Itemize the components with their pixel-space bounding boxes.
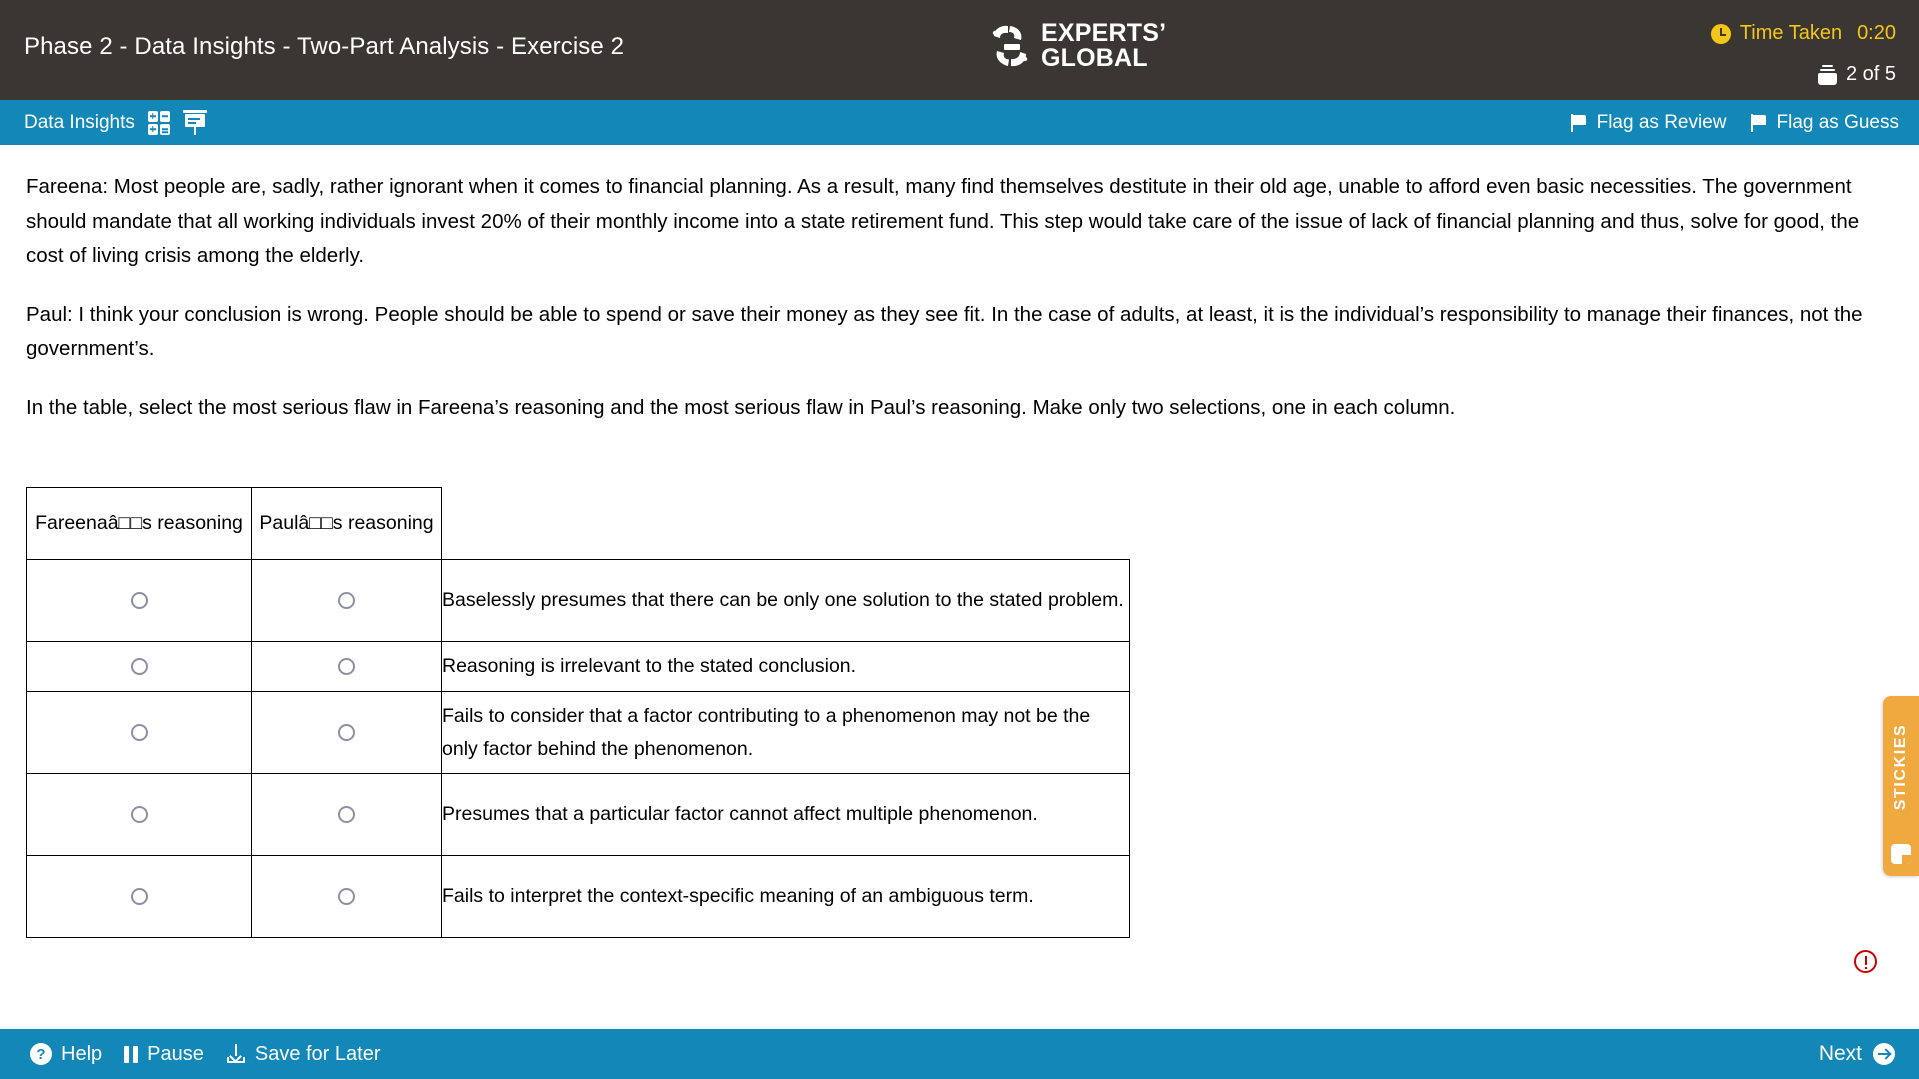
radio-cell-paul-3[interactable] (252, 692, 442, 774)
brand-logo (990, 21, 1166, 71)
pause-icon (124, 1046, 138, 1063)
flag-icon (1751, 114, 1767, 132)
save-for-later-button[interactable] (226, 1043, 381, 1066)
whiteboard-icon[interactable] (183, 110, 207, 135)
table-row (27, 774, 1130, 856)
question-counter (1818, 63, 1896, 86)
brand-logo-line1: EXPERTS’ (1041, 19, 1167, 47)
table-body (27, 560, 1130, 938)
bottom-action-bar (0, 1029, 1919, 1079)
pause-button[interactable] (124, 1043, 204, 1066)
flag-as-review-label: Flag as Review (1596, 111, 1727, 133)
radio-cell-fareena-4[interactable] (27, 774, 252, 856)
brand-logo-line2: GLOBAL (1041, 44, 1148, 72)
stickies-tab[interactable] (1883, 696, 1919, 876)
two-part-analysis-table (26, 487, 1130, 938)
option-text-2: Reasoning is irrelevant to the stated conclusion. (442, 642, 1130, 692)
flag-as-review-button[interactable] (1571, 112, 1727, 134)
radio-button-fareena-1[interactable] (131, 592, 148, 609)
timer-value: 0:20 (1857, 22, 1896, 44)
flag-as-guess-button[interactable] (1751, 112, 1900, 134)
section-label: Data Insights (24, 111, 135, 133)
radio-button-paul-2[interactable] (338, 658, 355, 675)
radio-cell-paul-4[interactable] (252, 774, 442, 856)
radio-button-paul-5[interactable] (338, 888, 355, 905)
section-toolbar-right (1571, 100, 1899, 145)
radio-cell-fareena-1[interactable] (27, 560, 252, 642)
radio-cell-fareena-3[interactable] (27, 692, 252, 774)
help-button[interactable] (30, 1043, 102, 1066)
section-toolbar-left (24, 100, 207, 145)
option-text-1: Baselessly presumes that there can be only one solution to the stated problem. (442, 560, 1130, 642)
next-label: Next (1818, 1042, 1862, 1065)
column-header-paul: Paulâ□□s reasoning (252, 488, 442, 560)
stimulus-paragraph-fareena: Fareena: Most people are, sadly, rather ignorant when it comes to financial planning. As a result, many find themselves destitute in their old age, unable to afford even basic necessities. The government should mandate that all working individuals invest 20% of their monthly income into a state retirement fund. This step would take care of the issue of lack of financial planning and thus, solve for good, the cost of living crisis among the elderly. (26, 175, 1860, 267)
stickies-label: STICKIES (1892, 723, 1909, 811)
column-header-options (442, 488, 1130, 560)
top-header-bar (0, 0, 1919, 100)
question-instruction: In the table, select the most serious flaw in Fareena’s reasoning and the most serious flaw in Paul’s reasoning. Make only two selections, one in each column. (26, 395, 1456, 419)
radio-button-paul-1[interactable] (338, 592, 355, 609)
sticky-note-icon (1891, 844, 1911, 864)
question-stack-icon (1818, 65, 1837, 85)
flag-icon (1571, 114, 1587, 132)
timer-display (1711, 22, 1896, 45)
radio-cell-paul-1[interactable] (252, 560, 442, 642)
exclamation-circle-icon[interactable] (1854, 950, 1877, 973)
radio-button-paul-4[interactable] (338, 806, 355, 823)
radio-button-paul-3[interactable] (338, 724, 355, 741)
table-row (27, 692, 1130, 774)
table-header-row (27, 488, 1130, 560)
flag-as-guess-label: Flag as Guess (1776, 111, 1899, 133)
calculator-icon[interactable] (148, 111, 170, 135)
table-row (27, 856, 1130, 938)
clock-icon (1711, 24, 1731, 44)
question-counter-value: 2 of 5 (1845, 63, 1896, 85)
pause-label: Pause (147, 1042, 204, 1065)
download-icon (226, 1044, 246, 1064)
section-toolbar (0, 100, 1919, 145)
radio-button-fareena-2[interactable] (131, 658, 148, 675)
table-row (27, 560, 1130, 642)
next-button[interactable] (1819, 1029, 1895, 1079)
experts-global-logo-icon (990, 24, 1030, 68)
radio-cell-paul-2[interactable] (252, 642, 442, 692)
save-for-later-label: Save for Later (254, 1042, 381, 1065)
stimulus-paragraph-paul: Paul: I think your conclusion is wrong. People should be able to spend or save their money as they see fit. In the case of adults, at least, it is the individual’s responsibility to manage their finances, not the government’s. (26, 302, 1863, 360)
help-label: Help (61, 1042, 103, 1065)
brand-logo-text (1041, 21, 1166, 71)
question-content-area (0, 145, 1919, 1029)
option-text-3: Fails to consider that a factor contributing to a phenomenon may not be the only factor behind the phenomenon. (442, 692, 1130, 774)
column-header-fareena: Fareenaâ□□s reasoning (27, 488, 252, 560)
table-row (27, 642, 1130, 692)
radio-button-fareena-5[interactable] (131, 888, 148, 905)
radio-button-fareena-4[interactable] (131, 806, 148, 823)
question-mark-icon: ? (30, 1043, 52, 1065)
option-text-4: Presumes that a particular factor cannot affect multiple phenomenon. (442, 774, 1130, 856)
arrow-right-circle-icon (1873, 1043, 1895, 1065)
radio-button-fareena-3[interactable] (131, 724, 148, 741)
timer-label: Time Taken (1739, 22, 1843, 44)
radio-cell-fareena-2[interactable] (27, 642, 252, 692)
bottom-action-bar-left (30, 1029, 380, 1079)
radio-cell-paul-5[interactable] (252, 856, 442, 938)
radio-cell-fareena-5[interactable] (27, 856, 252, 938)
page-title: Phase 2 - Data Insights - Two-Part Analysis - Exercise 2 (24, 33, 625, 60)
option-text-5: Fails to interpret the context-specific meaning of an ambiguous term. (442, 856, 1130, 938)
